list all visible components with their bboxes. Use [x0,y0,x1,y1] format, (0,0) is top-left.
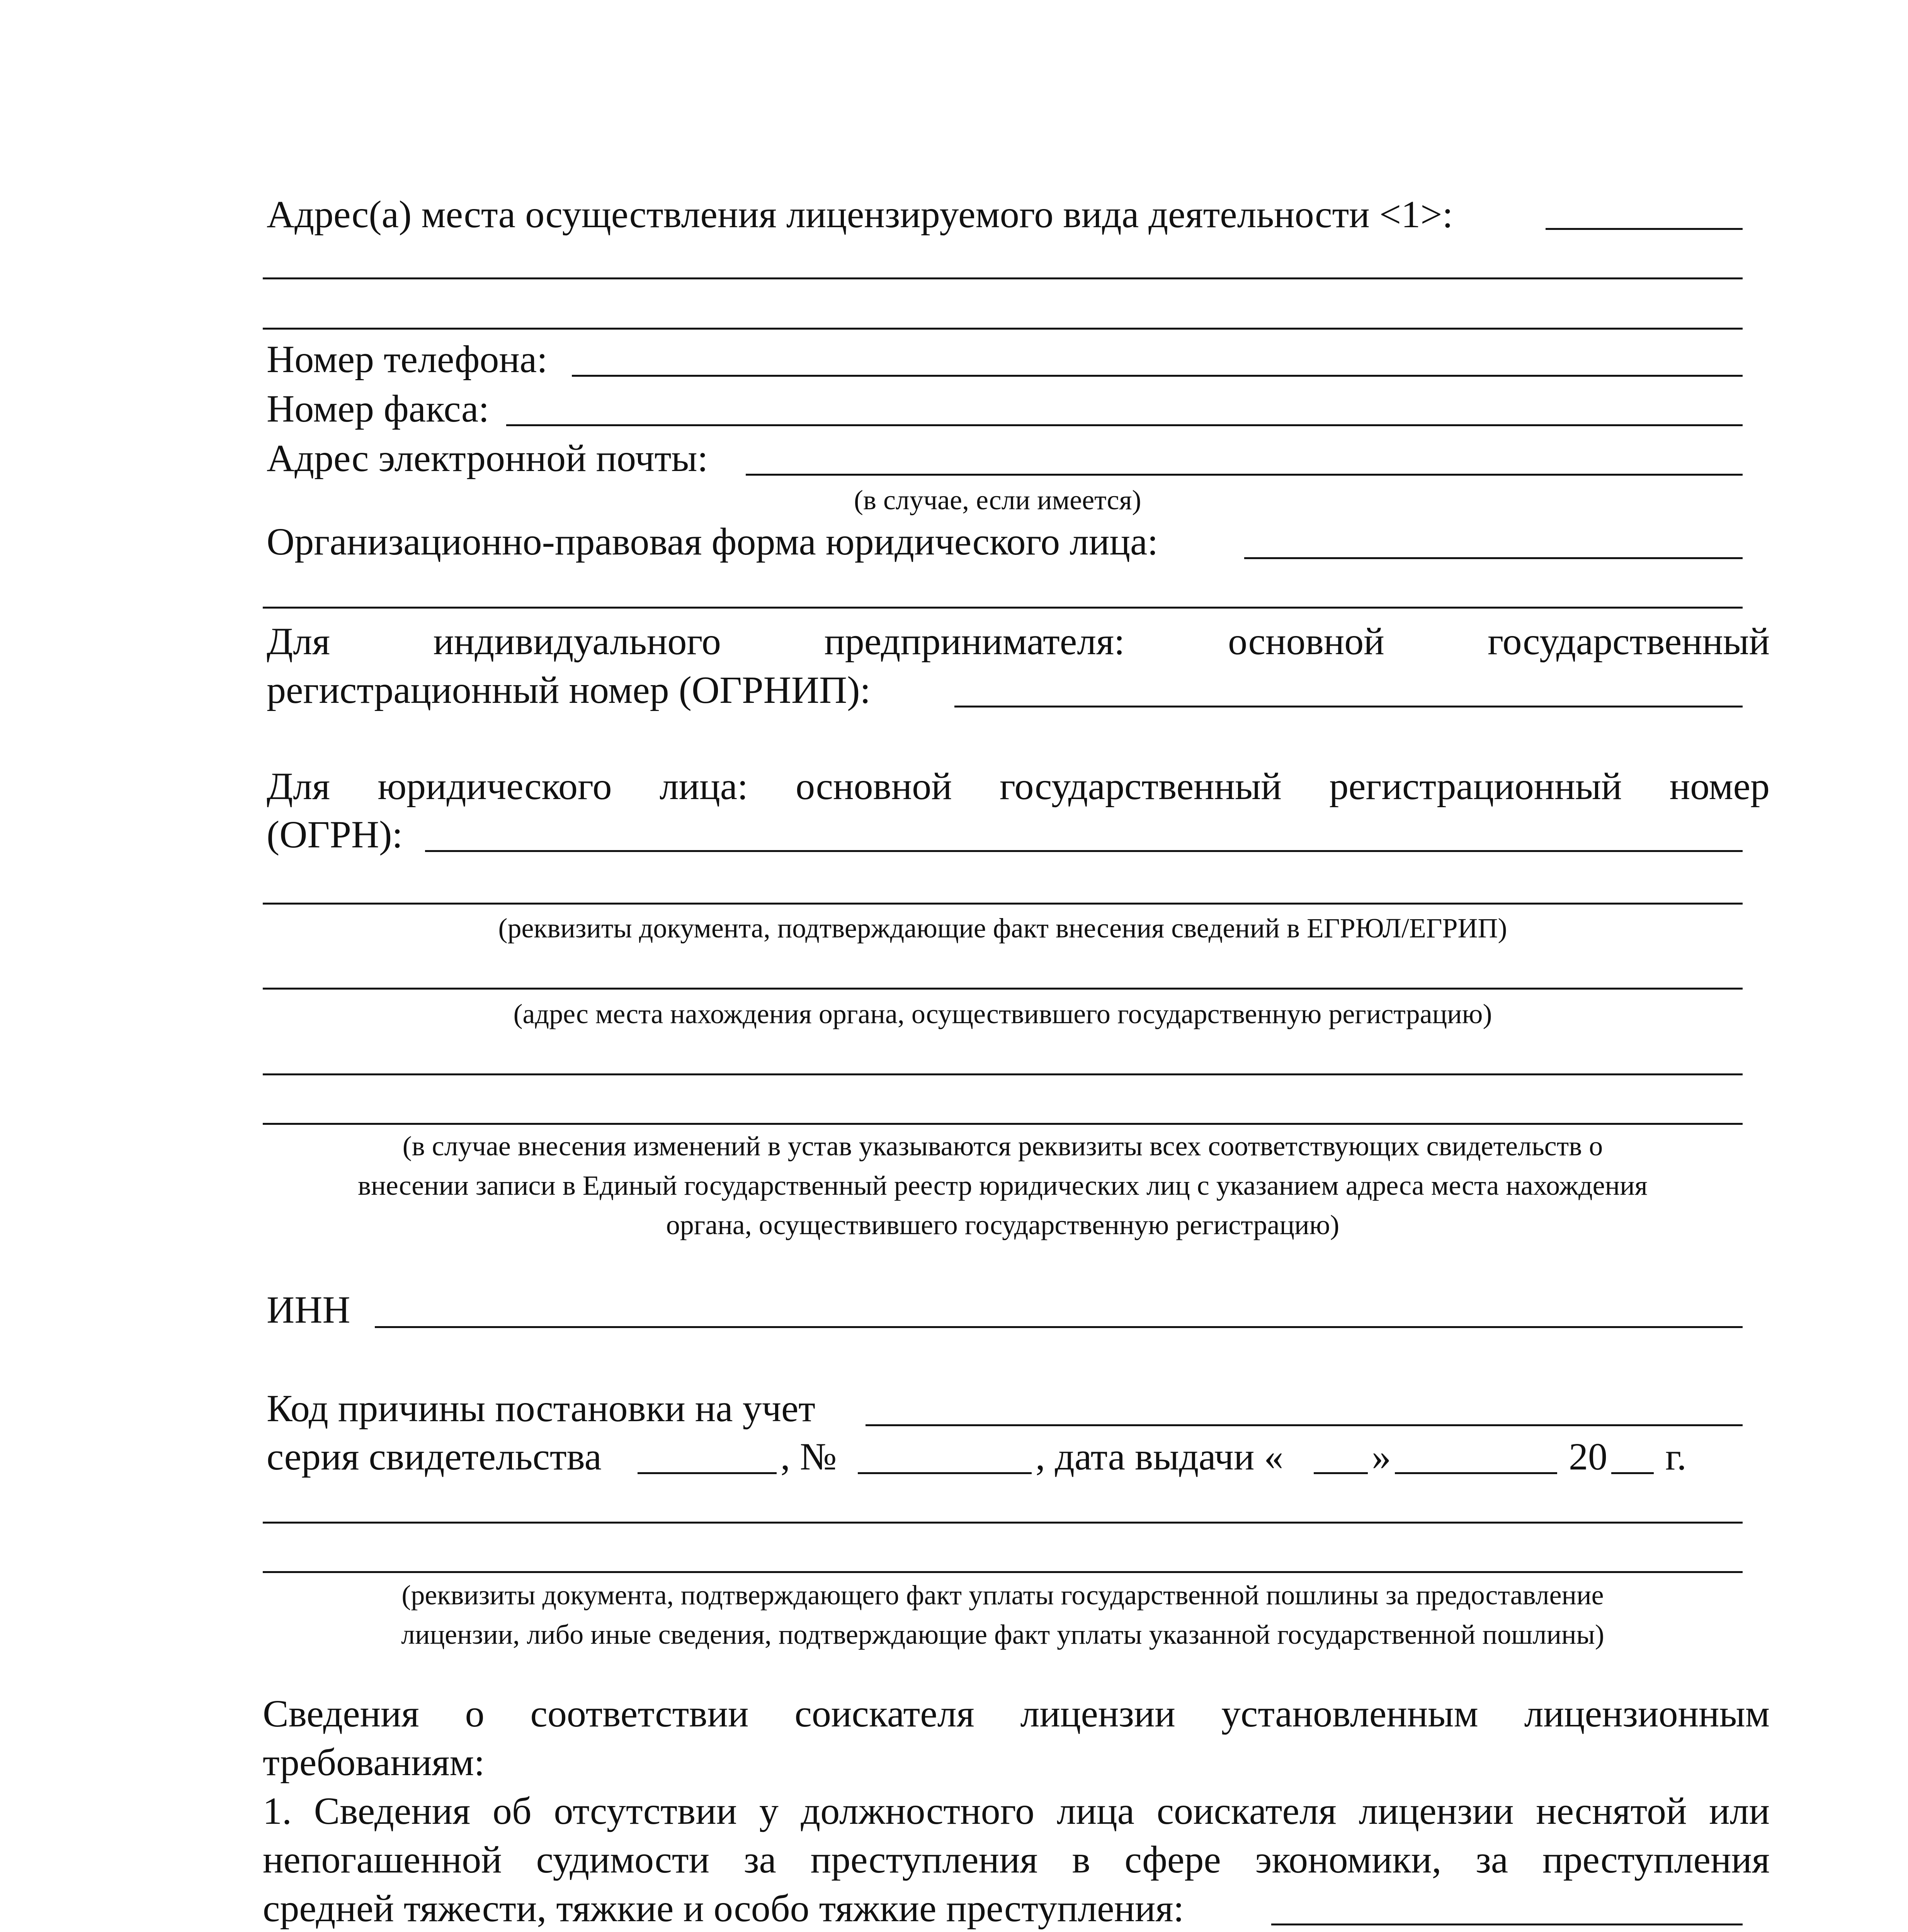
changes-input-line-2[interactable] [263,1123,1743,1125]
org-form-input-line-2[interactable] [263,607,1743,609]
ul-label-line2: (ОГРН): [267,813,403,856]
registration-address-input-line[interactable] [263,988,1743,990]
cert-year-suffix: г. [1665,1435,1687,1478]
email-note: (в случае, если имеется) [854,485,1141,515]
compliance-line1: Сведения о соответствии соискателя лицензии установленным лицензионным [263,1692,1770,1735]
cert-date-label: , дата выдачи « [1036,1435,1284,1478]
ul-label-line1: Для юридического лица: основной государственный регистрационный номер [267,765,1770,808]
org-form-label: Организационно-правовая форма юридического лица: [267,520,1158,563]
note-address: (адрес места нахождения органа, осуществившего государственную регистрацию) [513,998,1492,1029]
note-changes-line3: органа, осуществившего государственную регистрацию) [666,1209,1340,1240]
fee-input-line-1[interactable] [263,1522,1743,1524]
ogrnip-input-line[interactable] [954,706,1743,707]
cert-date-close: » [1372,1435,1391,1478]
cert-year-input-line[interactable] [1611,1472,1654,1474]
phone-label: Номер телефона: [267,338,548,381]
cert-series-label: серия свидетельства [267,1435,602,1478]
note-fee-line2: лицензии, либо иные сведения, подтверждающие факт уплаты указанной государственной пошлины) [401,1619,1604,1650]
note-changes-line2: внесении записи в Единый государственный реестр юридических лиц с указанием адреса места нахождения [358,1170,1648,1201]
email-input-line[interactable] [746,474,1743,476]
ip-label-line1: Для индивидуального предпринимателя: основной государственный [267,620,1770,663]
item1-line2: непогашенной судимости за преступления в сфере экономики, за преступления [263,1838,1770,1881]
kpp-label: Код причины постановки на учет [267,1387,816,1430]
item1-line3: средней тяжести, тяжкие и особо тяжкие преступления: [263,1887,1184,1930]
cert-number-label: , № [781,1435,837,1478]
phone-input-line[interactable] [572,375,1743,377]
changes-input-line-1[interactable] [263,1073,1743,1075]
fee-input-line-2[interactable] [263,1571,1743,1573]
ogrn-input-line-2[interactable] [263,903,1743,905]
cert-month-input-line[interactable] [1395,1472,1557,1474]
note-egrul: (реквизиты документа, подтверждающие факт внесения сведений в ЕГРЮЛ/ЕГРИП) [498,913,1507,944]
email-label: Адрес электронной почты: [267,437,708,480]
inn-input-line[interactable] [375,1326,1743,1328]
cert-series-input-line[interactable] [638,1472,777,1474]
note-fee-line1: (реквизиты документа, подтверждающего факт уплаты государственной пошлины за предоставление [401,1580,1604,1611]
inn-label: ИНН [267,1288,350,1331]
address-label: Адрес(а) места осуществления лицензируемого вида деятельности <1>: [267,193,1453,236]
address-input-line-1[interactable] [1546,228,1743,230]
note-changes-line1: (в случае внесения изменений в устав указываются реквизиты всех соответствующих свидетельств о [402,1131,1603,1162]
item1-line1: 1. Сведения об отсутствии у должностного лица соискателя лицензии неснятой или [263,1789,1770,1832]
ip-label-line2: регистрационный номер (ОГРНИП): [267,668,871,711]
cert-year-prefix: 20 [1569,1435,1607,1478]
cert-number-input-line[interactable] [858,1472,1032,1474]
fax-input-line[interactable] [506,424,1743,426]
address-input-line-3[interactable] [263,328,1743,330]
item1-input-line-1[interactable] [1271,1923,1743,1925]
org-form-input-line-1[interactable] [1244,557,1743,559]
ogrn-input-line-1[interactable] [425,850,1743,852]
address-input-line-2[interactable] [263,277,1743,279]
compliance-line2: требованиям: [263,1741,485,1784]
kpp-input-line[interactable] [866,1424,1743,1426]
fax-label: Номер факса: [267,387,490,430]
cert-day-input-line[interactable] [1314,1472,1368,1474]
